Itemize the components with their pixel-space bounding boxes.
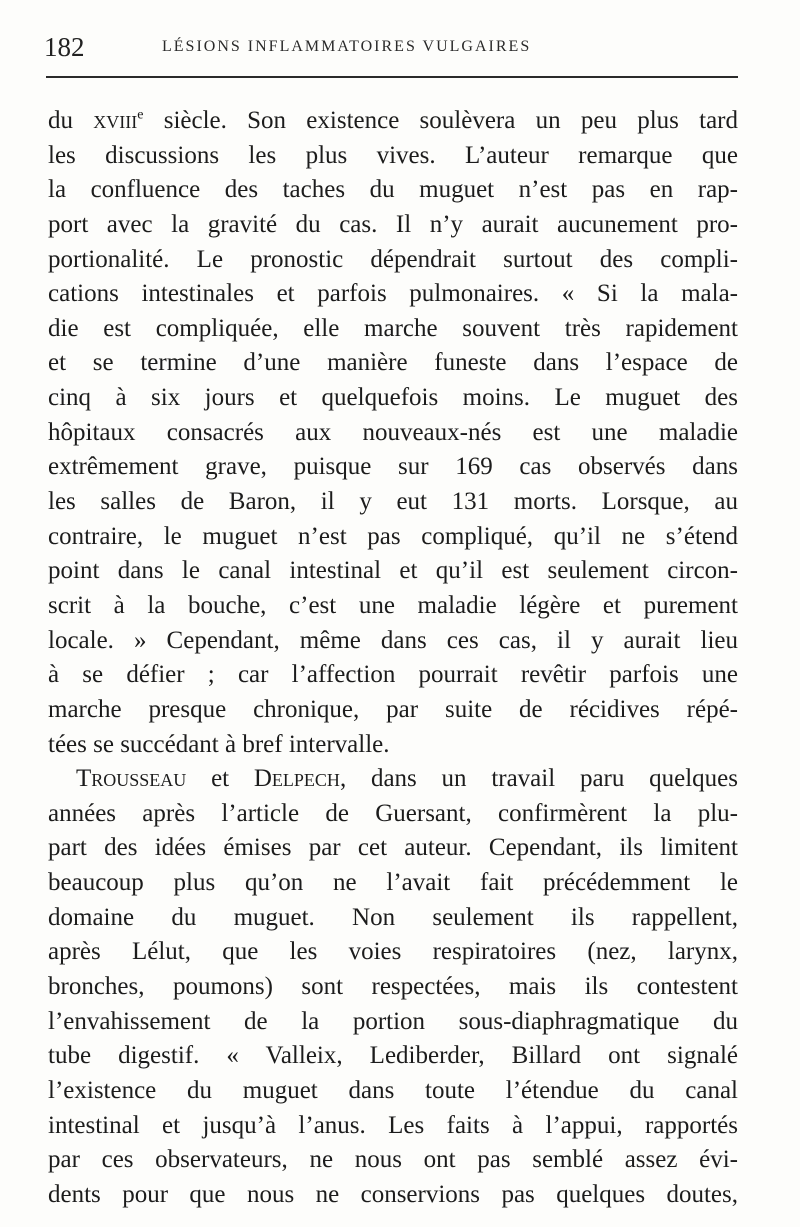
- running-head: [40, 26, 740, 66]
- author-name: Trousseau: [76, 765, 187, 793]
- text-line: cinq à six jours et quelquefois moins. Le muguet des: [48, 384, 738, 412]
- paragraph-1: [48, 104, 738, 762]
- text-line: la confluence des taches du muguet n’est pas en rap-: [48, 176, 738, 204]
- text-fragment: et: [186, 765, 254, 793]
- text-line: point dans le canal intestinal et qu’il est seulement circon-: [48, 557, 738, 585]
- text-line: extrêmement grave, puisque sur 169 cas observés dans: [48, 453, 738, 481]
- text-line: [48, 762, 738, 797]
- superscript: e: [137, 107, 144, 123]
- body-text: [48, 104, 738, 1213]
- paragraph-2: [48, 762, 738, 1212]
- text-fragment: du: [48, 107, 94, 134]
- author-name: Delpech: [253, 765, 340, 793]
- text-line: [48, 104, 738, 139]
- text-line: tube digestif. « Valleix, Lediberder, Billard ont signalé: [48, 1042, 738, 1070]
- text-fragment: , dans un travail paru quelques: [339, 765, 738, 793]
- text-line: dents pour que nous ne conservions pas quelques doutes,: [48, 1180, 738, 1208]
- text-line: beaucoup plus qu’on ne l’avait fait précédemment le: [48, 869, 738, 897]
- text-line: portionalité. Le pronostic dépendrait surtout des compli-: [48, 245, 738, 273]
- text-line: intestinal et jusqu’à l’anus. Les faits à l’appui, rapportés: [48, 1111, 738, 1139]
- text-line: tées se succédant à bref intervalle.: [48, 730, 390, 758]
- text-line: domaine du muguet. Non seulement ils rappellent,: [48, 903, 738, 931]
- text-line: cations intestinales et parfois pulmonaires. « Si la mala-: [48, 280, 738, 308]
- text-line: après Lélut, que les voies respiratoires (nez, larynx,: [48, 938, 738, 966]
- header-rule: [46, 76, 738, 78]
- text-line: par ces observateurs, ne nous ont pas semblé assez évi-: [48, 1146, 738, 1174]
- text-line: les salles de Baron, il y eut 131 morts. Lorsque, au: [48, 488, 738, 516]
- text-line: l’existence du muguet dans toute l’étendue du canal: [48, 1076, 738, 1104]
- text-line: les discussions les plus vives. L’auteur remarque que: [48, 141, 738, 169]
- running-title: LÉSIONS INFLAMMATOIRES VULGAIRES: [162, 38, 532, 55]
- text-line: part des idées émises par cet auteur. Cependant, ils limitent: [48, 834, 738, 862]
- text-line: hôpitaux consacrés aux nouveaux-nés est une maladie: [48, 418, 738, 446]
- text-line: locale. » Cependant, même dans ces cas, il y aurait lieu: [48, 626, 738, 654]
- text-line: port avec la gravité du cas. Il n’y aurait aucunement pro-: [48, 210, 738, 238]
- text-line: scrit à la bouche, c’est une maladie légère et purement: [48, 591, 738, 619]
- page-number: 182: [44, 32, 85, 62]
- text-line: marche presque chronique, par suite de récidives répé-: [48, 695, 738, 723]
- text-line: et se termine d’une manière funeste dans l’espace de: [48, 349, 738, 377]
- text-line: die est compliquée, elle marche souvent très rapidement: [48, 314, 738, 342]
- century-numeral: xviii: [93, 107, 138, 134]
- text-fragment: siècle. Son existence soulèvera un peu plus tard: [143, 107, 738, 134]
- text-line: l’envahissement de la portion sous-diaphragmatique du: [48, 1007, 738, 1035]
- text-line: à se défier ; car l’affection pourrait revêtir parfois une: [48, 661, 738, 689]
- text-line: contraire, le muguet n’est pas compliqué, qu’il ne s’étend: [48, 522, 738, 550]
- text-line: bronches, poumons) sont respectées, mais ils contestent: [48, 973, 738, 1001]
- text-line: années après l’article de Guersant, confirmèrent la plu-: [48, 799, 738, 827]
